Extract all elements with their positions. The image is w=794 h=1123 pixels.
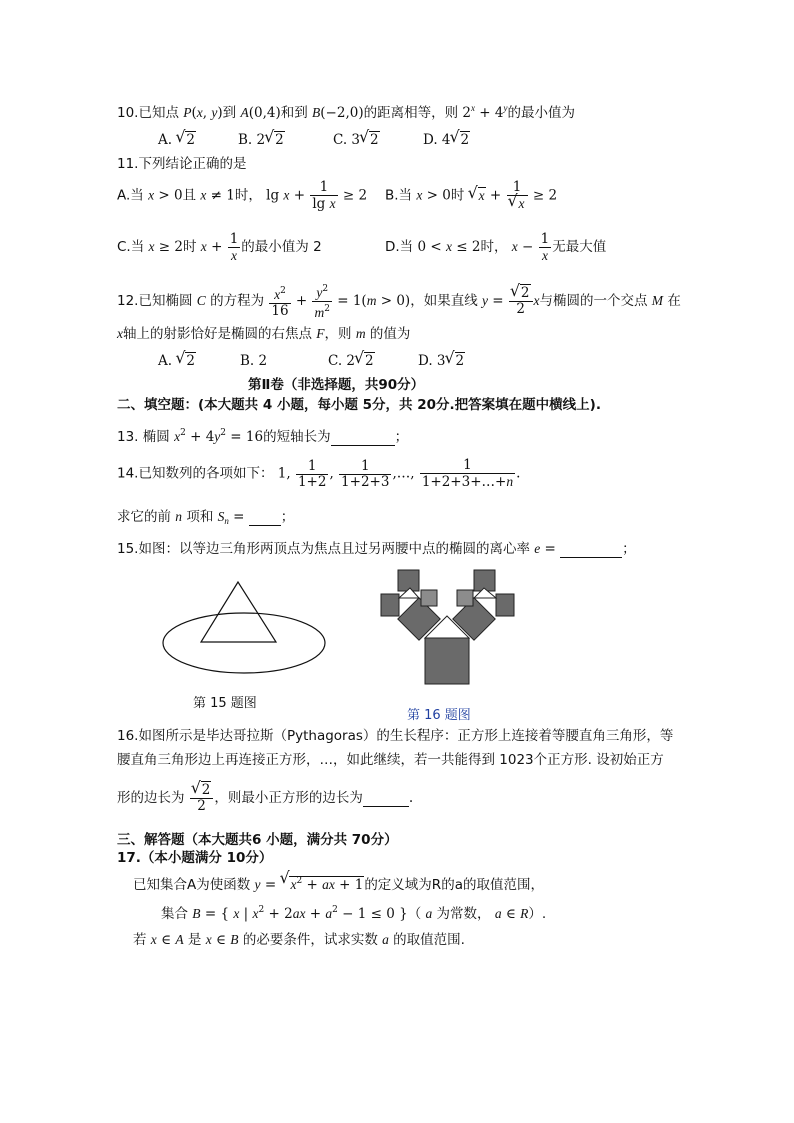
fig16-mid-b <box>457 590 473 606</box>
figure-16-caption: 第 16 题图 <box>407 708 471 723</box>
fig16-top-right-b <box>496 594 514 616</box>
figure-15-ellipse-triangle <box>160 576 330 682</box>
fig15-triangle <box>201 582 276 642</box>
q11-option-b: B.当 x > 0时 √ x + 1 √ x ≥ 2 <box>385 180 557 212</box>
q15-blank <box>560 541 622 558</box>
q12-line1: 12.已知椭圆 C 的方程为 $\frac{x^2}{16}$ + $\frac{y^2}{m^2}$ = 1(m > 0)，如果直线 y = √ $\frac{2}{2}$ x与椭圆的一个交点 M 在 <box>117 282 681 321</box>
q11-option-a: A.当 x > 0且 x ≠ 1时， lg x + $\frac{1}{\text{lg x}}$ ≥ 2 <box>117 179 368 212</box>
q16-line3: 形的边长为 √ $\frac{2}{2}$ ，则最小正方形的边长为 . <box>117 783 413 814</box>
fig16-top-left-b <box>398 570 419 591</box>
q17-head: 17.（本小题满分 10分） <box>117 850 273 866</box>
figure-15-caption: 第 15 题图 <box>193 696 257 711</box>
q12-option-d: D. 3√ 2 <box>418 353 465 369</box>
section3-heading: 三、解答题（本大题共6 小题，满分共 70分） <box>117 832 398 848</box>
q10-stem: 10.已知点 P(x, y)到 A(0,4)和到 B(−2,0)的距离相等，则 $2^x + 4^y$的最小值为 <box>117 103 575 121</box>
q17-line3: 若 x ∈ A 是 x ∈ B 的必要条件，试求实数 a 的取值范围. <box>133 932 465 948</box>
q17-line1: 已知集合A为使函数 y = √ $x^2$ + ax + 1的定义域为R的a的取值范围， <box>133 873 544 893</box>
q16-line1: 16.如图所示是毕达哥拉斯（Pythagoras）的生长程序：正方形上连接着等腰直角三角形，等 <box>117 728 674 744</box>
q11-stem: 11.下列结论正确的是 <box>117 156 247 172</box>
q12-options <box>158 353 465 369</box>
q14-blank <box>249 509 281 526</box>
q13: 13. 椭圆 $x^2 + 4y^2 = 16$的短轴长为 ； <box>117 428 409 445</box>
fig16-base-square <box>425 638 469 684</box>
q12-line2: x轴上的射影恰好是椭圆的右焦点 F，则 m 的值为 <box>117 326 411 342</box>
q12-option-c: C. 2√ 2 <box>328 353 418 369</box>
figure-16-pythagoras-tree <box>376 566 521 688</box>
q14-line1: 14.已知数列的各项如下： 1, $\frac{1}{1+2}$ , $\frac{1}{1+2+3}$ ,…, $\frac{1}{1+2+3+\dots+n}$ . <box>117 457 521 490</box>
q15: 15.如图：以等边三角形两顶点为焦点且过另两腰中点的椭圆的离心率 e = ； <box>117 541 636 557</box>
q12-option-a: A. √ 2 <box>158 353 240 369</box>
q17-line2: 集合 B = { x | $x^2 + 2ax + a^2 - 1 \le 0$ }（ a 为常数， a ∈ R）. <box>161 905 547 922</box>
q10-option-a: A. √ 2 <box>158 132 238 148</box>
q13-blank <box>331 429 395 446</box>
q10-option-b: B. 2√ 2 <box>238 132 333 148</box>
q10-option-d: D. 4√ 2 <box>423 132 470 148</box>
fig16-top-left-a <box>381 594 399 616</box>
q11-option-d: D.当 0 < x ≤ 2时， x − $\frac{1}{x}$ 无最大值 <box>385 231 607 263</box>
section2-heading: 二、填空题：(本大题共 4 小题，每小题 5分，共 20分.把答案填在题中横线上). <box>117 397 601 413</box>
q12-option-b: B. 2 <box>240 353 268 369</box>
q14-line2: 求它的前 n 项和 $S_n$ = ； <box>117 509 295 526</box>
q11-option-c: C.当 x ≥ 2时 x + $\frac{1}{x}$ 的最小值为 2 <box>117 231 322 263</box>
section2-title: 第Ⅱ卷（非选择题，共90分） <box>248 377 425 393</box>
fig16-mid-a <box>421 590 437 606</box>
fig15-ellipse <box>163 613 325 673</box>
q16-line2: 腰直角三角形边上再连接正方形，…，如此继续，若一共能得到 1023个正方形. 设初始正方 <box>117 752 664 768</box>
q10-option-c: C. 3√ 2 <box>333 132 423 148</box>
q10-options <box>158 132 470 148</box>
q16-blank <box>363 790 409 807</box>
